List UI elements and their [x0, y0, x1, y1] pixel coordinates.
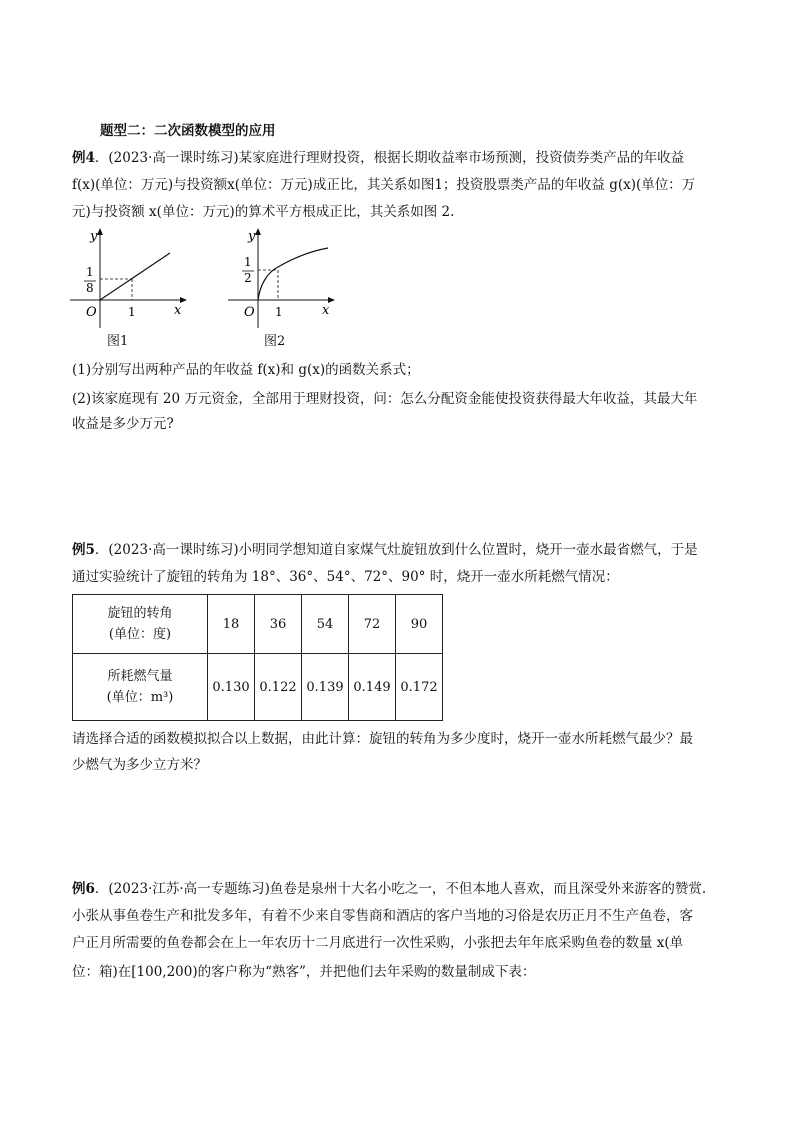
table-row — [73, 654, 443, 721]
angle-cell: 36 — [255, 595, 302, 654]
angle-head-a: 旋钮的转角 — [107, 606, 173, 621]
ex5-line-1 — [72, 540, 698, 560]
table-row — [73, 595, 443, 654]
fig2-x-label: x — [322, 303, 330, 318]
ex4-question-2a: (2)该家庭现有 20 万元资金，全部用于理财投资，问：怎么分配资金能使投资获得最大年收益，其最大年 — [72, 391, 698, 407]
ex5-label: 例5 — [72, 542, 95, 558]
table-header-gas — [73, 654, 208, 721]
fig1-tick-1: 1 — [128, 305, 136, 319]
table-header-angle — [73, 595, 208, 654]
gas-head-a: 所耗燃气量 — [107, 669, 173, 684]
ex6-line-2: 小张从事鱼卷生产和批发多年，有着不少来自零售商和酒店的客户当地的习俗是农历正月不生产鱼卷，客 — [72, 908, 693, 924]
ex6-line-3: 户正月所需要的鱼卷都会在上一年农历十二月底进行一次性采购，小张把去年年底采购鱼卷的数量 x(单 — [72, 935, 684, 951]
angle-cell: 18 — [208, 595, 255, 654]
ex5-question-b: 少燃气为多少立方米？ — [72, 757, 207, 773]
ex4-question-2b: 收益是多少万元? — [72, 416, 174, 432]
ex4-question-1: (1)分别写出两种产品的年收益 f(x)和 g(x)的函数关系式； — [72, 362, 420, 378]
gas-head-b: (单位：m³) — [106, 690, 174, 705]
ex5-line-2: 通过实验统计了旋钮的转角为 18°、36°、54°、72°、90° 时，烧开一壶水所耗燃气情况： — [72, 569, 619, 585]
gas-cell: 0.139 — [302, 654, 349, 721]
ex4-label: 例4 — [72, 150, 95, 166]
angle-cell: 54 — [302, 595, 349, 654]
ex6-label: 例6 — [72, 881, 95, 897]
gas-cell: 0.149 — [349, 654, 396, 721]
fig1-origin-label: O — [86, 305, 97, 320]
fig2-curve — [258, 248, 328, 300]
fig1-frac-num: 1 — [86, 265, 94, 279]
fig1-y-arrow — [97, 228, 103, 235]
fig2-origin-label: O — [244, 305, 255, 320]
gas-table — [72, 594, 443, 721]
fig1-y-label: y — [90, 229, 98, 244]
gas-cell: 0.122 — [255, 654, 302, 721]
fig2-y-arrow — [255, 228, 261, 235]
fig2-tick-1: 1 — [275, 305, 283, 319]
fig1-line — [100, 253, 170, 300]
section-title: 题型二：二次函数模型的应用 — [100, 123, 276, 139]
figure-1-graph — [70, 228, 190, 328]
ex4-line-2: f(x)(单位：万元)与投资额x(单位：万元)成正比，其关系如图1；投资股票类产品的年收益 g(x)(单位：万 — [72, 177, 696, 193]
gas-cell: 0.130 — [208, 654, 255, 721]
angle-cell: 72 — [349, 595, 396, 654]
fig1-caption: 图1 — [107, 334, 129, 349]
ex5-text-1: ．(2023·高一课时练习)小明同学想知道自家煤气灶旋钮放到什么位置时，烧开一壶水最省燃气，于是 — [94, 542, 698, 558]
ex4-text-1: ．(2023·高一课时练习)某家庭进行理财投资，根据长期收益率市场预测，投资债券类产品的年收益 — [94, 150, 685, 166]
ex6-line-4: 位：箱)在[100,200)的客户称为“熟客”，并把他们去年采购的数量制成下表： — [72, 964, 536, 980]
ex4-line-3: 元)与投资额 x(单位：万元)的算术平方根成正比，其关系如图 2. — [72, 204, 455, 220]
fig2-frac-num: 1 — [244, 255, 252, 269]
fig2-frac-den: 2 — [244, 271, 252, 285]
ex5-question-a: 请选择合适的函数模拟拟合以上数据，由此计算：旋钮的转角为多少度时，烧开一壶水所耗燃气最少？最 — [72, 731, 693, 747]
ex6-text-1: ．(2023·江苏·高一专题练习)鱼卷是泉州十大名小吃之一，不但本地人喜欢，而且深受外来游客的赞赏. — [94, 881, 707, 897]
fig1-frac-den: 8 — [86, 281, 94, 295]
fig2-caption: 图2 — [264, 334, 286, 349]
fig1-x-label: x — [174, 303, 182, 318]
ex6-line-1 — [72, 879, 706, 899]
ex4-line-1 — [72, 148, 684, 168]
angle-head-b: (单位：度) — [108, 627, 172, 642]
fig2-y-label: y — [248, 229, 256, 244]
figure-2-graph — [228, 228, 348, 328]
gas-cell: 0.172 — [396, 654, 443, 721]
angle-cell: 90 — [396, 595, 443, 654]
